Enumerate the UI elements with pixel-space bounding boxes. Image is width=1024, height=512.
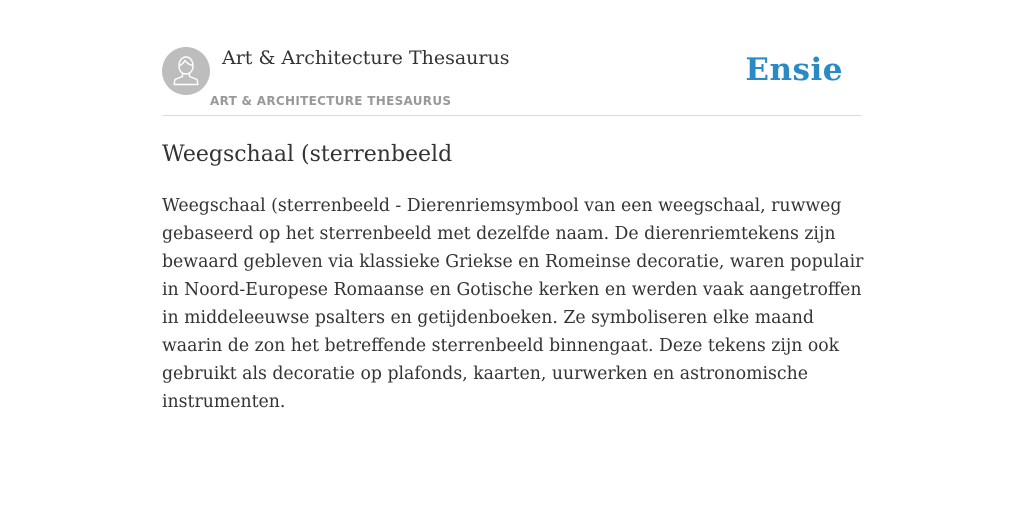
page-title: Weegschaal (sterrenbeeld (162, 142, 453, 167)
brand-logo[interactable]: Ensie (745, 52, 843, 88)
content-container (162, 0, 864, 412)
source-label[interactable]: ART & ARCHITECTURE THESAURUS (210, 94, 452, 108)
author-name[interactable]: Art & Architecture Thesaurus (222, 47, 510, 69)
avatar[interactable] (162, 47, 210, 95)
entry-header (162, 0, 862, 116)
definition-text: Weegschaal (sterrenbeeld - Dierenriemsymbool van een weegschaal, ruwweg gebaseerd op het sterrenbeeld met dezelfde naam. De dierenriemtekens zijn bewaard gebleven via klassieke Griekse en Romeinse decoratie, waren populair in Noord-Europese Romaanse en Gotische kerken en werden vaak aangetroffen in middeleeuwse psalters en getijdenboeken. Ze symboliseren elke maand waarin de zon het betreffende sterrenbeeld binnengaat. Deze tekens zijn ook gebruikt als decoratie op plafonds, kaarten, uurwerken en astronomische instrumenten. (162, 196, 864, 412)
user-icon (162, 47, 210, 95)
